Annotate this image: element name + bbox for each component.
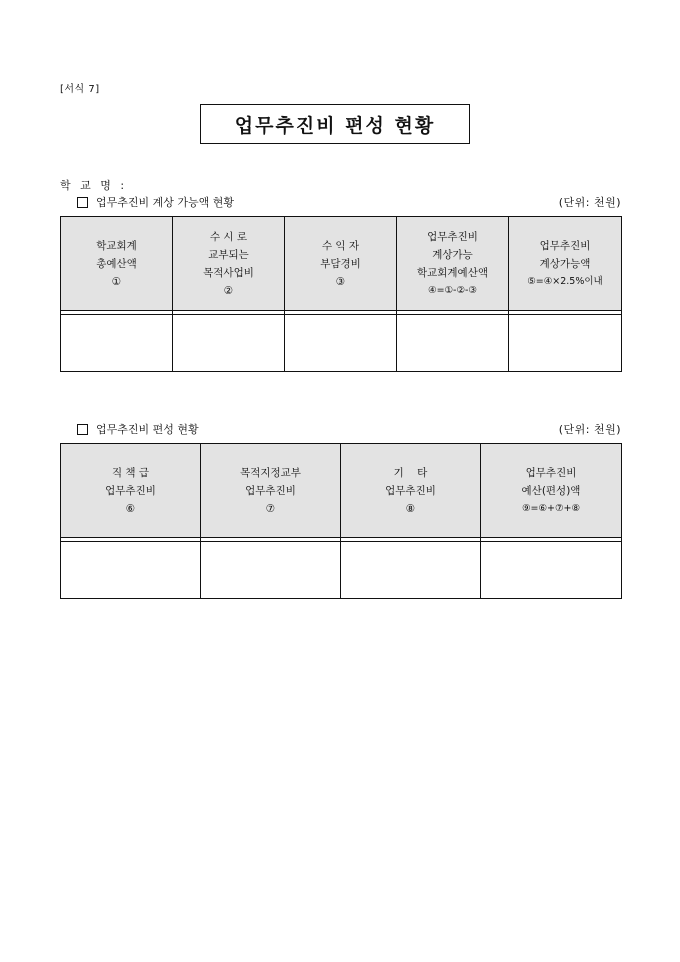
input-cell-8[interactable]: [341, 542, 481, 599]
header-total-budget: [481, 444, 622, 538]
section1-unit: (단위: 천원): [558, 196, 621, 209]
header-line: 수 익 자: [321, 239, 360, 252]
header-index: ①: [111, 275, 122, 288]
section1-heading: 업무추진비 계상 가능액 현황: [96, 196, 235, 209]
header-line: 기 타: [393, 466, 428, 479]
header-allocatable-amount: [509, 217, 622, 311]
section2-header: [60, 421, 621, 437]
header-line: 업무추진비: [385, 484, 436, 497]
header-position-allowance: [61, 444, 201, 538]
header-formula: ④=①-②-③: [428, 284, 477, 296]
header-line: 업무추진비: [525, 466, 577, 479]
header-index: ⑧: [405, 502, 416, 515]
budget-availability-table: [60, 216, 622, 372]
input-cell-5[interactable]: [509, 315, 622, 372]
checkbox-icon: [77, 197, 88, 208]
header-beneficiary-expense: [285, 217, 397, 311]
header-line: 업무추진비: [105, 484, 156, 497]
header-line: 업무추진비: [245, 484, 296, 497]
section2-heading: 업무추진비 편성 현황: [96, 423, 199, 436]
school-name-label: 학 교 명 :: [60, 179, 128, 192]
header-index: ⑦: [265, 502, 276, 515]
input-cell-9[interactable]: [481, 542, 622, 599]
header-occasional-grant: [173, 217, 285, 311]
header-line: 총예산액: [96, 257, 137, 270]
input-cell-1[interactable]: [61, 315, 173, 372]
section2-unit: (단위: 천원): [558, 423, 621, 436]
section1-header: [60, 194, 621, 210]
budget-composition-table: [60, 443, 622, 599]
header-index: ③: [335, 275, 346, 288]
document-title-text: 업무추진비 편성 현황: [234, 114, 436, 137]
header-line: 교부되는: [208, 248, 249, 261]
header-line: 업무추진비: [539, 239, 591, 252]
input-cell-4[interactable]: [397, 315, 509, 372]
table2-header-row: [61, 444, 622, 538]
header-line: 직 책 급: [111, 466, 150, 479]
header-line: 예산(편성)액: [521, 484, 581, 497]
input-cell-7[interactable]: [201, 542, 341, 599]
header-index: ⑥: [125, 502, 136, 515]
header-line: 목적사업비: [203, 266, 254, 279]
input-cell-3[interactable]: [285, 315, 397, 372]
header-formula: ⑨=⑥+⑦+⑧: [522, 502, 580, 514]
header-line: 목적지정교부: [240, 466, 301, 479]
header-line: 부담경비: [320, 257, 361, 270]
header-index: ②: [223, 284, 234, 297]
header-line: 계상가능액: [539, 257, 591, 270]
header-allocatable-budget: [397, 217, 509, 311]
checkbox-icon: [77, 424, 88, 435]
table2-data-row: [61, 542, 622, 599]
table1-header-row: [61, 217, 622, 311]
header-formula: ⑤=④×2.5%이내: [527, 275, 603, 287]
header-line: 업무추진비: [427, 230, 478, 243]
header-line: 계상가능: [432, 248, 473, 261]
document-title: [200, 104, 470, 144]
header-line: 학교회계예산액: [416, 266, 488, 279]
header-designated-grant: [201, 444, 341, 538]
form-number: [서식 7]: [60, 84, 100, 95]
input-cell-2[interactable]: [173, 315, 285, 372]
header-other-expense: [341, 444, 481, 538]
table1-data-row: [61, 315, 622, 372]
header-line: 수 시 로: [209, 230, 248, 243]
header-line: 학교회계: [96, 239, 137, 252]
header-school-total-budget: [61, 217, 173, 311]
input-cell-6[interactable]: [61, 542, 201, 599]
